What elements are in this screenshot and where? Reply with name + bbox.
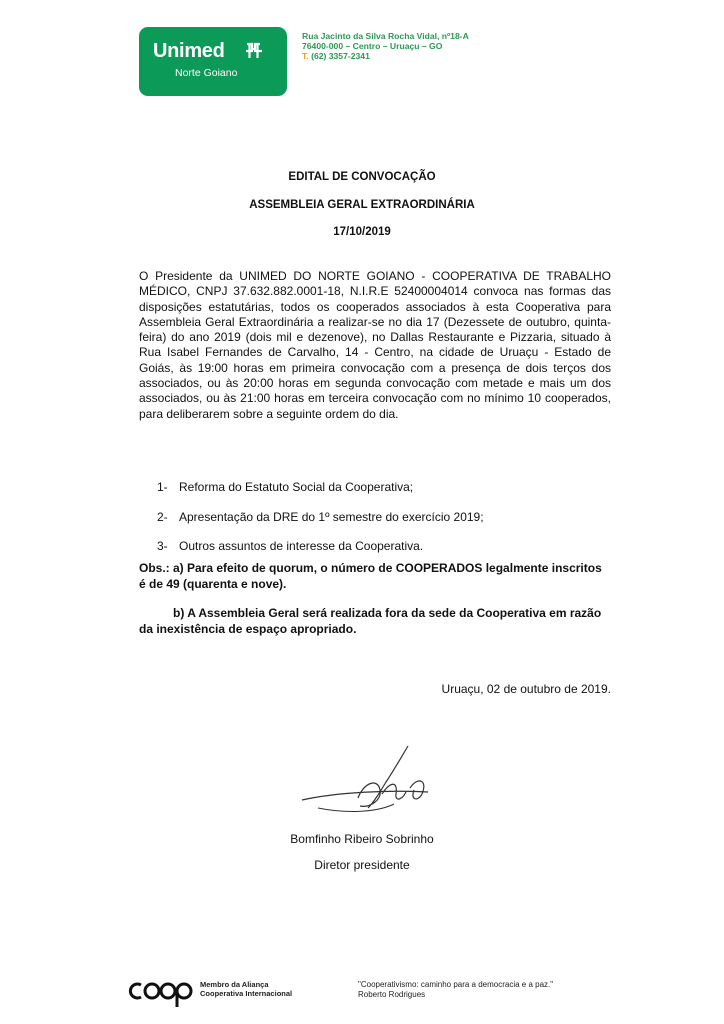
agenda-number: 2- (157, 510, 168, 524)
quote-text: "Cooperativismo: caminho para a democracia e a paz." (358, 980, 554, 989)
coop-logo-icon (125, 975, 197, 1009)
company-address (302, 31, 469, 62)
unimed-logo (139, 27, 287, 96)
agenda-item (157, 480, 413, 494)
member-line-1: Membro da Aliança (200, 980, 269, 989)
agenda-text: Reforma do Estatuto Social da Cooperativa; (179, 480, 414, 494)
agenda-item (157, 539, 423, 553)
agenda-number: 1- (157, 480, 168, 494)
observation-a: Obs.: a) Para efeito de quorum, o número de COOPERADOS legalmente inscritos é de 49 (quarenta e nove). (139, 561, 602, 591)
alliance-member-text (200, 980, 292, 998)
place-date: Uruaçu, 02 de outubro de 2019. (441, 682, 611, 696)
address-phone (302, 51, 469, 61)
agenda-text: Apresentação da DRE do 1º semestre do exercício 2019; (179, 510, 484, 524)
signature-image (298, 742, 448, 817)
phone-prefix: T. (302, 51, 309, 62)
signer-name: Bomfinho Ribeiro Sobrinho (290, 832, 434, 846)
document-title: EDITAL DE CONVOCAÇÃO (288, 171, 436, 183)
unimed-tree-icon (243, 42, 265, 60)
logo-subtitle: Norte Goiano (175, 67, 238, 79)
agenda-text: Outros assuntos de interesse da Cooperativa. (179, 539, 424, 553)
convocation-paragraph: O Presidente da UNIMED DO NORTE GOIANO - COOPERATIVA DE TRABALHO MÉDICO, CNPJ 37.632.882.0001-18, N.I.R.E 52400004014 convoca nas formas das disposições estatutárias, todos os cooperados associados à esta Cooperativa para Assembleia Geral Extraordinária a realizar-se no dia 17 (Dezessete de outubro, quinta-feira) do ano 2019 (dois mil e dezenove), no Dallas Restaurante e Pizzaria, situado à Rua Isabel Fernandes de Carvalho, 14 - Centro, na cidade de Uruaçu - Estado de Goiás, às 19:00 horas em primeira convocação com a presença de dois terços dos associados, ou às 20:00 horas em segunda convocação com metade e mais um dos associados, ou às 21:00 horas em terceira convocação com no mínimo 10 cooperados, para deliberarem sobre a seguinte ordem do dia. (139, 269, 611, 421)
quote-author: Roberto Rodrigues (358, 989, 426, 999)
address-line-2: 76400-000 – Centro – Uruaçu – GO (302, 41, 443, 52)
agenda-item (157, 510, 484, 524)
member-line-2: Cooperativa Internacional (200, 989, 293, 998)
logo-brand-text: Unimed (153, 40, 225, 62)
footer-quote (358, 980, 553, 999)
document-date: 17/10/2019 (333, 226, 391, 238)
address-line-1: Rua Jacinto da Silva Rocha Vidal, nº18-A (302, 31, 469, 41)
signer-role: Diretor presidente (314, 858, 410, 872)
observation-b: b) A Assembleia Geral será realizada fora da sede da Cooperativa em razão da inexistência de espaço apropriado. (139, 606, 602, 636)
document-subtitle: ASSEMBLEIA GERAL EXTRAORDINÁRIA (249, 199, 475, 211)
agenda-number: 3- (157, 539, 168, 553)
phone-number: (62) 3357-2341 (311, 51, 370, 62)
